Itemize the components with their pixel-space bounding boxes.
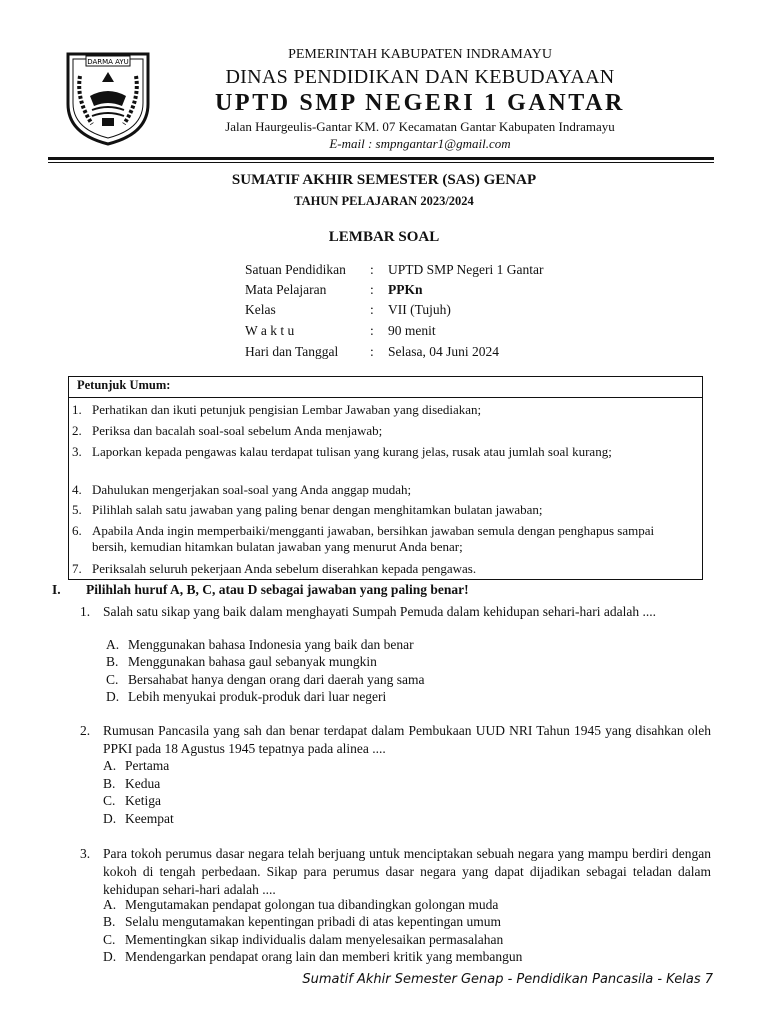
- instructions-divider: [69, 397, 702, 398]
- header-rule-thin: [48, 162, 714, 163]
- question-number: 1.: [80, 604, 91, 619]
- section-number: I.: [52, 582, 61, 597]
- question-text: Rumusan Pancasila yang sah dan benar terdapat dalam Pembukaan UUD NRI Tahun 1945 yang disahkan oleh PPKI pada 18 Agustus 1945 tepatnya pada alinea ....: [103, 723, 711, 756]
- question-text: Para tokoh perumus dasar negara telah berjuang untuk menciptakan sebuah negara yang mampu berdiri dengan kokoh di tengah perbedaan. Sikap para perumus dasar negara yang dapat dijadikan sebagai teladan dalam kehidupan sehari-hari adalah ....: [103, 846, 711, 897]
- question-number: 2.: [80, 723, 91, 738]
- header-rule-thick: [48, 157, 714, 160]
- gov-name: PEMERINTAH KABUPATEN INDRAMAYU: [288, 47, 552, 62]
- sheet-title: LEMBAR SOAL: [328, 229, 440, 245]
- instructions-box: Petunjuk Umum: 1. Perhatikan dan ikuti petunjuk pengisian Lembar Jawaban yang disediakan; 2. Periksa dan bacalah soal-soal sebelum Anda menjawab; 3. Laporkan kepada pengawas kalau terdapat tulisan yang kurang jelas, rusak atau jumlah soal kurang; 4. Dahulukan mengerjakan soal-soal yang Anda anggap mudah; 5. Pilihlah salah satu jawaban yang paling benar dengan menghitamkan bulatan jawaban; 6. Apabila Anda ingin memperbaiki/mengganti jawaban, bersihkan jawaban semula dengan penghapus sampai bersih, kemudian hitamkan bulatan jawaban yang menurut Anda benar; 7. Periksalah seluruh pekerjaan Anda sebelum diserahkan kepada pengawas.: [68, 376, 703, 580]
- exam-title: SUMATIF AKHIR SEMESTER (SAS) GENAP: [231, 172, 537, 188]
- school-name: UPTD SMP NEGERI 1 GANTAR: [215, 90, 625, 116]
- department-name: DINAS PENDIDIKAN DAN KEBUDAYAAN: [225, 66, 615, 88]
- academic-year: TAHUN PELAJARAN 2023/2024: [294, 194, 474, 208]
- question-number: 3.: [80, 846, 91, 861]
- section-title: Pilihlah huruf A, B, C, atau D sebagai jawaban yang paling benar!: [86, 582, 469, 597]
- instructions-title: Petunjuk Umum:: [77, 378, 171, 392]
- emblem-text: DARMA AYU: [87, 58, 129, 66]
- regency-emblem-icon: [62, 48, 154, 146]
- page-footer: Sumatif Akhir Semester Genap - Pendidikan Pancasila - Kelas 7: [302, 972, 713, 987]
- question-text: Salah satu sikap yang baik dalam menghayati Sumpah Pemuda dalam kehidupan sehari-hari adalah ....: [103, 604, 656, 619]
- school-email: E-mail : smpngantar1@gmail.com: [329, 136, 511, 151]
- school-address: Jalan Haurgeulis-Gantar KM. 07 Kecamatan Gantar Kabupaten Indramayu: [225, 119, 615, 134]
